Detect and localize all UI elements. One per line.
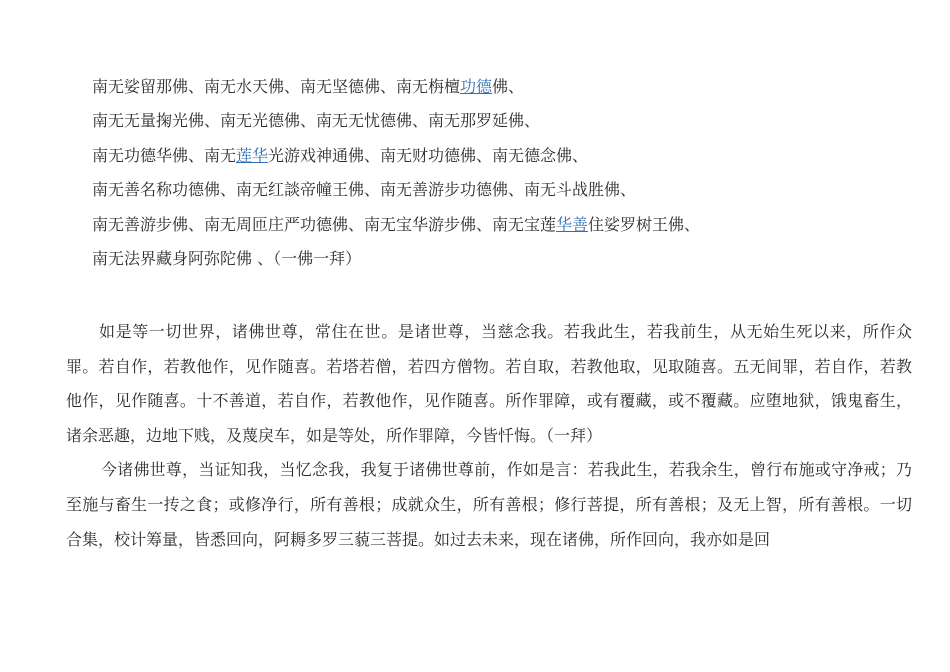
buddha-names-line: 南无娑留那佛、南无水天佛、南无坚德佛、南无栴檀功德佛、 xyxy=(92,77,525,96)
buddha-names-list xyxy=(92,70,700,276)
buddha-names-line: 南无无量掬光佛、南无光德佛、南无无忧德佛、南无那罗延佛、 xyxy=(92,111,541,131)
hyperlink[interactable]: 功德 xyxy=(460,77,493,96)
buddha-names-line: 南无善游步佛、南无周匝庄严功德佛、南无宝华游步佛、南无宝莲华善住娑罗树王佛、 xyxy=(92,214,701,234)
dedication-paragraph: 今诸佛世尊，当证知我，当忆念我，我复于诸佛世尊前，作如是言：若我此生，若我余生，曾行布施或守净戒；乃至施与畜生一抟之食；或修净行，所有善根；成就众生，所有善根；修行菩提，所有善根；及无上智，所有善根。一切合集，校计筹量，皆悉回向，阿耨多罗三藐三菩提。如过去未来，现在诸佛，所作回向，我亦如是回 xyxy=(66,460,912,549)
body-text xyxy=(66,315,912,557)
buddha-names-line: 南无功德华佛、南无莲华光游戏神通佛、南无财功德佛、南无德念佛、 xyxy=(92,145,589,165)
hyperlink[interactable]: 莲华 xyxy=(236,145,269,165)
hyperlink[interactable]: 华善 xyxy=(556,214,589,234)
buddha-names-line: 南无法界藏身阿弥陀佛 、（一佛一拜） xyxy=(92,248,362,268)
buddha-names-line: 南无善名称功德佛、南无红談帝幢王佛、南无善游步功德佛、南无斗战胜佛、 xyxy=(92,180,637,200)
repentance-paragraph: 如是等一切世界，诸佛世尊，常住在世。是诸世尊，当慈念我。若我此生，若我前生，从无始生死以来，所作众罪。若自作，若教他作，见作随喜。若塔若僧，若四方僧物。若自取，若教他取，见取随喜。五无间罪，若自作，若教他作，见作随喜。十不善道，若自作，若教他作，见作随喜。所作罪障，或有覆藏，或不覆藏。应堕地狱，饿鬼畜生，诸余恶趣，边地下贱，及蔑戾车，如是等处，所作罪障，今皆忏悔。（一拜） xyxy=(66,322,912,445)
